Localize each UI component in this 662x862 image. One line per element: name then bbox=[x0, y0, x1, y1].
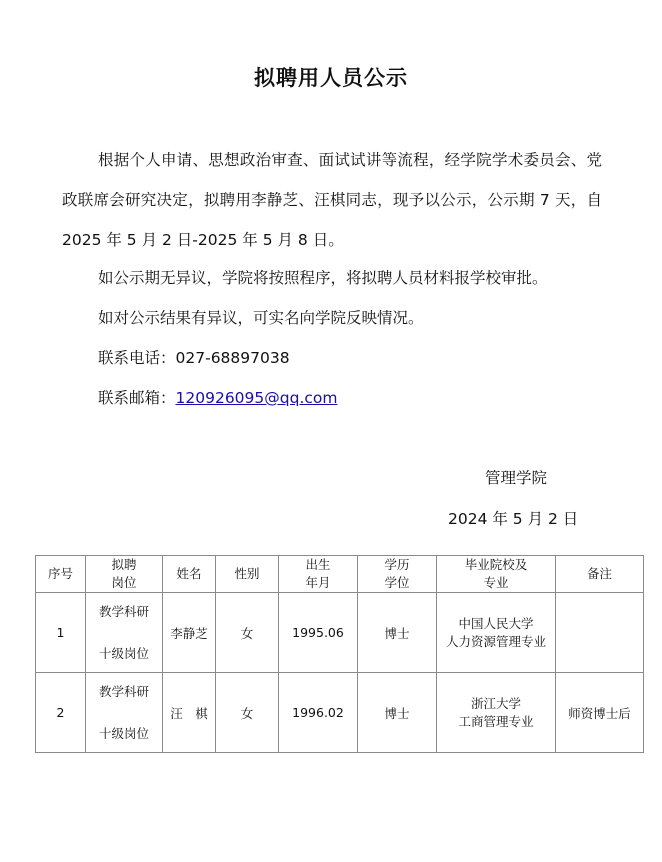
email-link[interactable]: 120926095@qq.com bbox=[175, 389, 338, 407]
candidates-table bbox=[35, 555, 644, 753]
cell-school: 中国人民大学 人力资源管理专业 bbox=[437, 593, 556, 673]
header-birth: 出生 年月 bbox=[279, 556, 358, 593]
header-school: 毕业院校及 专业 bbox=[437, 556, 556, 593]
cell-degree: 博士 bbox=[358, 673, 437, 753]
signature-org: 管理学院 bbox=[485, 469, 548, 487]
table-row bbox=[36, 673, 644, 753]
cell-name: 汪 棋 bbox=[163, 673, 216, 753]
phone-number: 027-68897038 bbox=[175, 349, 290, 367]
cell-gender: 女 bbox=[216, 593, 279, 673]
contact-email bbox=[98, 378, 337, 418]
cell-birth: 1995.06 bbox=[279, 593, 358, 673]
cell-position: 教学科研 十级岗位 bbox=[86, 593, 163, 673]
email-label: 联系邮箱： bbox=[98, 389, 176, 407]
phone-label: 联系电话： bbox=[98, 349, 176, 367]
page-title: 拟聘用人员公示 bbox=[254, 65, 408, 90]
announcement-paragraph: 根据个人申请、思想政治审查、面试试讲等流程，经学院学术委员会、党政联席会研究决定，拟聘用李静芝、汪棋同志，现予以公示，公示期 7 天，自 2025 年 5 月 2 日-2025 年 5 月 8 日。 bbox=[62, 151, 602, 249]
header-note: 备注 bbox=[556, 556, 644, 593]
header-name: 姓名 bbox=[163, 556, 216, 593]
header-gender: 性别 bbox=[216, 556, 279, 593]
objection-paragraph: 如对公示结果有异议，可实名向学院反映情况。 bbox=[98, 309, 424, 327]
cell-name: 李静芝 bbox=[163, 593, 216, 673]
cell-gender: 女 bbox=[216, 673, 279, 753]
cell-index: 2 bbox=[36, 673, 86, 753]
header-degree: 学历 学位 bbox=[358, 556, 437, 593]
header-index: 序号 bbox=[36, 556, 86, 593]
cell-position: 教学科研 十级岗位 bbox=[86, 673, 163, 753]
cell-note bbox=[556, 593, 644, 673]
table-row bbox=[36, 593, 644, 673]
cell-degree: 博士 bbox=[358, 593, 437, 673]
contact-phone bbox=[98, 338, 290, 378]
no-objection-paragraph: 如公示期无异议，学院将按照程序，将拟聘人员材料报学校审批。 bbox=[98, 269, 548, 287]
header-position: 拟聘 岗位 bbox=[86, 556, 163, 593]
table-header-row bbox=[36, 556, 644, 593]
cell-school: 浙江大学 工商管理专业 bbox=[437, 673, 556, 753]
signature-date: 2024 年 5 月 2 日 bbox=[448, 510, 579, 528]
cell-index: 1 bbox=[36, 593, 86, 673]
cell-birth: 1996.02 bbox=[279, 673, 358, 753]
cell-note: 师资博士后 bbox=[556, 673, 644, 753]
